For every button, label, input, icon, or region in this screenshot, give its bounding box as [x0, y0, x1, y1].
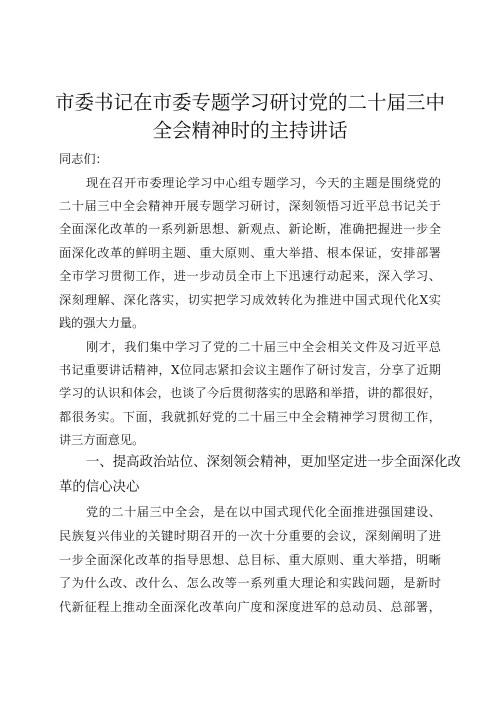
paragraph-3-line: 党的二十届三中全会，是在以中国式现代化全面推进强国建设、	[86, 505, 441, 519]
paragraph-1-line: 全市学习贯彻工作，进一步动员全市上下迅速行动起来，深入学习、	[59, 269, 441, 283]
paragraph-3-line: 民族复兴伟业的关键时期召开的一次十分重要的会议，深刻阐明了进	[59, 529, 441, 543]
paragraph-2-line: 讲三方面意见。	[59, 433, 145, 447]
document-title-line-2: 全会精神时的主持讲话	[152, 119, 348, 142]
paragraph-2-line: 都很务实。下面，我就抓好党的二十届三中全会精神学习贯彻工作，	[59, 410, 441, 424]
section-heading-line: 一、提高政治站位、深刻领会精神，更加坚定进一步全面深化改	[86, 455, 461, 470]
paragraph-1-line: 面深化改革的鲜明主题、重大原则、重大举措、根本保证，安排部署	[59, 246, 441, 260]
paragraph-3-line: 一步全面深化改革的指导思想、总目标、重大原则、重大举措，明晰	[59, 553, 441, 567]
paragraph-1-line: 二十届三中全会精神开展专题学习研讨，深刻领悟习近平总书记关于	[59, 199, 441, 213]
paragraph-2-line: 书记重要讲话精神，X位同志紧扣会议主题作了研讨发言，分享了近期	[59, 363, 441, 377]
salutation: 同志们：	[59, 152, 108, 166]
paragraph-1-line: 深刻理解、深化落实，切实把学习成效转化为推进中国式现代化X实	[59, 293, 441, 307]
paragraph-1-line: 践的强大力量。	[59, 316, 145, 330]
document-title-line-1: 市委书记在市委专题学习研讨党的二十届三中	[54, 91, 445, 114]
paragraph-3-line: 代新征程上推动全面深化改革向广度和深度进军的总动员、总部署，	[59, 600, 441, 614]
paragraph-1-line: 全面深化改革的一系列新思想、新观点、新论断，准确把握进一步全	[59, 222, 441, 236]
paragraph-2-line: 学习的认识和体会，也谈了今后贯彻落实的思路和举措，讲的都很好，	[59, 386, 441, 400]
paragraph-3-line: 了为什么改、改什么、怎么改等一系列重大理论和实践问题，是新时	[59, 576, 441, 590]
section-heading-line: 革的信心决心	[59, 480, 140, 495]
paragraph-2-line: 刚才，我们集中学习了党的二十届三中全会相关文件及习近平总	[86, 340, 441, 354]
paragraph-1-line: 现在召开市委理论学习中心组专题学习，今天的主题是围绕党的	[86, 176, 441, 190]
